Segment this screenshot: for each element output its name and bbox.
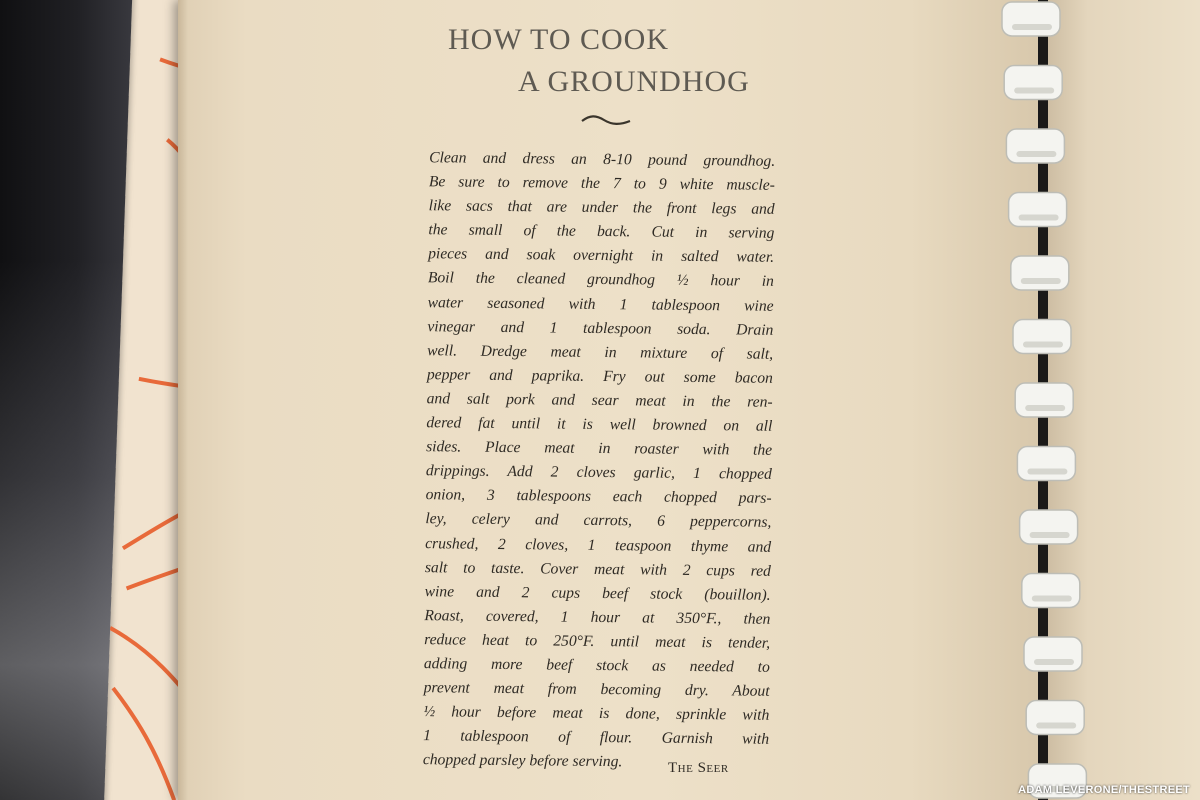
page-shadow-edge [178,0,188,800]
spiral-ring-shading [1014,88,1054,94]
recipe-line: Roast, covered, 1 hour at 350°F., then [424,606,771,628]
recipe-line: adding more beef stock as needed to [423,655,770,676]
recipe-line: reduce heat to 250°F. until meat is tender, [424,631,771,652]
title-line-2: A GROUNDHOG [518,65,750,98]
spiral-binding-graphic [990,0,1100,800]
spiral-ring [1002,2,1060,36]
spiral-ring-shading [1030,532,1070,538]
recipe-line: crushed, 2 cloves, 1 teaspoon thyme and [425,534,772,556]
spiral-ring-shading [1021,278,1061,284]
recipe-line: well. Dredge meat in mixture of salt, [427,341,774,363]
recipe-signature: The Seer [668,760,729,776]
recipe-line: the small of the back. Cut in serving [428,221,775,243]
title-flourish-ornament [580,112,632,128]
spiral-ring [1020,510,1078,544]
recipe-line: pieces and soak overnight in salted water. [428,245,775,267]
spiral-ring [1015,383,1073,417]
spiral-ring [1011,256,1069,290]
recipe-line: chopped parsley before serving. [422,751,623,771]
spiral-ring-shading [1032,596,1072,602]
recipe-line: pepper and paprika. Fry out some bacon [426,366,773,387]
recipe-line: sides. Place meat in roaster with the [426,438,773,459]
recipe-body [423,146,776,776]
spiral-ring [1024,637,1082,671]
spiral-ring [1004,66,1062,100]
spiral-ring-shading [1034,659,1074,665]
recipe-line: onion, 3 tablespoons each chopped pars- [425,486,772,508]
recipe-line: Boil the cleaned groundhog ½ hour in [427,269,774,291]
recipe-line: like sacs that are under the front legs and [428,197,775,219]
recipe-line: Clean and dress an 8-10 pound groundhog. [429,149,776,170]
recipe-line: water seasoned with 1 tablespoon wine [427,293,774,315]
recipe-line: prevent meat from becoming dry. About [423,679,770,700]
spiral-ring-shading [1016,151,1056,157]
spiral-ring [1022,574,1080,608]
spiral-ring [1026,701,1084,735]
spiral-ring-shading [1019,215,1059,221]
photo-credit: ADAM LEVERONE/THESTREET [1018,784,1190,796]
recipe-line: vinegar and 1 tablespoon soda. Drain [427,317,774,339]
spiral-ring [1017,447,1075,481]
spiral-binding [990,0,1100,800]
spiral-ring-shading [1025,405,1065,411]
recipe-line: and salt pork and sear meat in the ren- [426,390,773,411]
recipe-line: salt to taste. Cover meat with 2 cups red [424,558,771,580]
spiral-ring [1013,320,1071,354]
recipe-line: 1 tablespoon of flour. Garnish with [423,727,770,749]
recipe-line: ley, celery and carrots, 6 peppercorns, [425,510,772,532]
recipe-line: dered fat until it is well browned on all [426,414,773,435]
spiral-ring-shading [1027,469,1067,475]
spiral-ring-shading [1036,723,1076,729]
recipe-line: drippings. Add 2 cloves garlic, 1 chopped [425,462,772,484]
spiral-ring-shading [1023,342,1063,348]
title-line-1: HOW TO COOK [448,23,670,56]
spiral-ring [1006,129,1064,163]
cover-pattern-stroke [109,688,178,800]
spiral-ring-shading [1012,24,1052,30]
spiral-ring [1009,193,1067,227]
recipe-line: ½ hour before meat is done, sprinkle with [423,703,770,724]
recipe-line: Be sure to remove the 7 to 9 white muscle- [428,173,775,194]
recipe-page [178,0,1038,800]
recipe-line: wine and 2 cups beef stock (bouillon). [424,582,771,604]
